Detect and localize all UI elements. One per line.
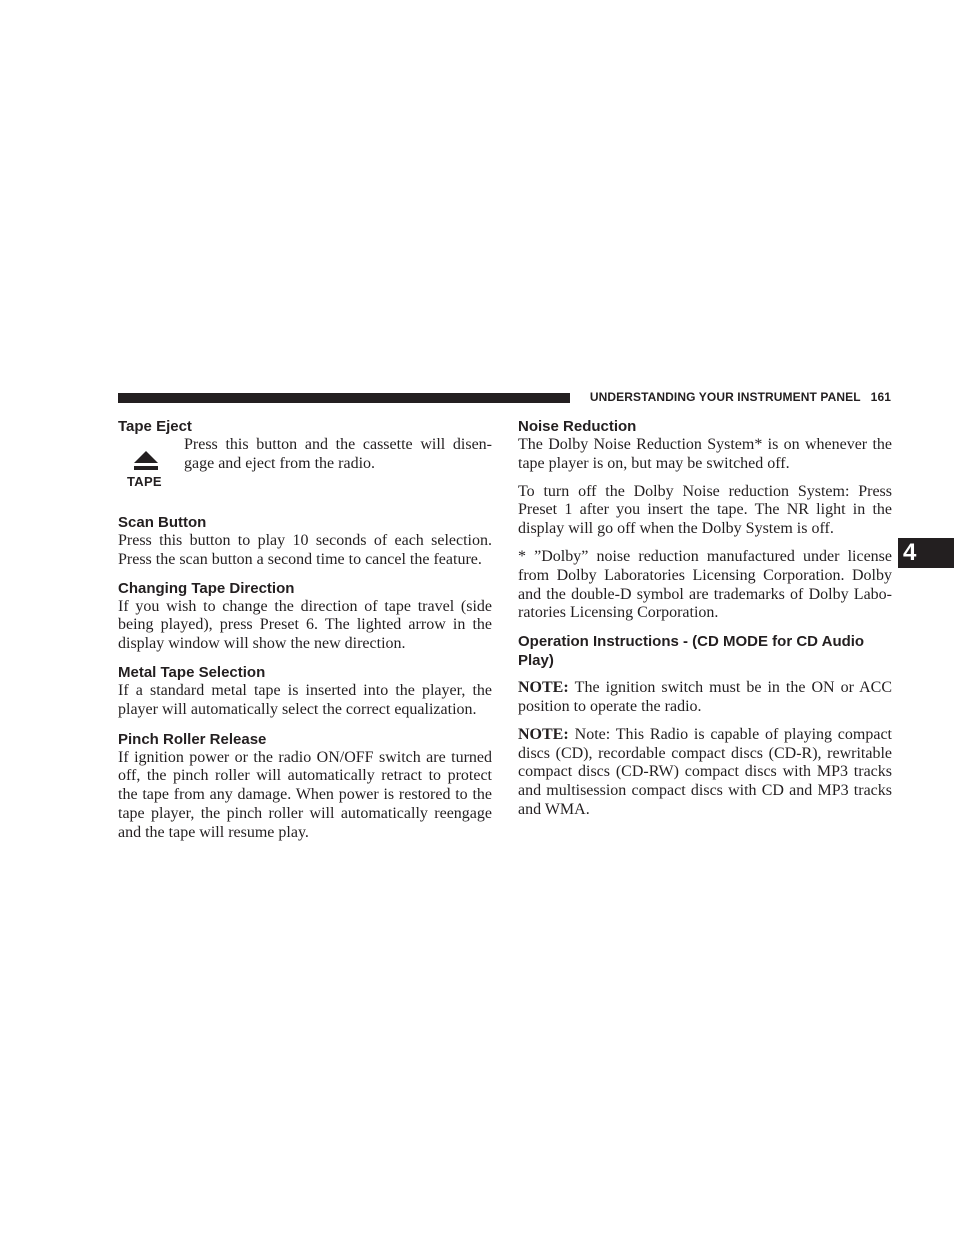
- section-operation-instructions: [518, 632, 892, 820]
- text-pinch-roller: If ignition power or the radio ON/OFF switch are turned off, the pinch roller will automatically retract to protect the tape from any damage. When power is restored to the tape player, the pinch roller will automatically reengage and the tape will resume play.: [118, 748, 492, 841]
- note-label: NOTE:: [518, 679, 569, 697]
- running-header: [580, 390, 891, 404]
- section-tape-eject: [118, 417, 492, 492]
- eject-icon-label: TAPE: [127, 474, 162, 489]
- text-changing-direction: If you wish to change the direction of tape travel (side being played), press Preset 6. The lighted arrow in the display window will show the new direction.: [118, 597, 492, 653]
- text-noise-reduction-2: To turn off the Dolby Noise reduction System: Press Preset 1 after you insert the tape. The NR light in the display will go off when the Dolby System is off.: [518, 482, 892, 538]
- section-changing-direction: [118, 579, 492, 654]
- text-scan-button: Press this button to play 10 seconds of each selection. Press the scan button a second time to cancel the feature.: [118, 532, 492, 568]
- heading-noise-reduction: Noise Reduction: [518, 418, 637, 435]
- note-disc-types-text: Note: This Radio is capable of playing compact discs (CD), recordable compact discs (CD-R), rewritable compact discs (CD-RW) compact discs with MP3 tracks and multisession compact discs with CD and MP3 tracks and WMA.: [518, 725, 892, 818]
- eject-triangle: [134, 451, 158, 463]
- heading-operation-instructions: Operation Instructions - (CD MODE for CD Audio Play): [518, 633, 865, 670]
- page-number: 161: [870, 390, 891, 404]
- tape-eject-block: [118, 417, 492, 492]
- text-tape-eject: Press this button and the cassette will disen-gage and eject from the radio.: [184, 436, 492, 472]
- eject-bar: [134, 466, 158, 470]
- heading-pinch-roller: Pinch Roller Release: [118, 730, 267, 748]
- heading-changing-direction: Changing Tape Direction: [118, 579, 295, 597]
- text-noise-reduction-footnote: * ”Dolby” noise reduction manufactured under license from Dolby Laboratories Licensing Corporation. Dolby and the double-D symbol are trademarks of Dolby Labo-ratories Licensing Corporation.: [518, 547, 892, 622]
- note-label: NOTE:: [518, 725, 569, 743]
- text-metal-tape: If a standard metal tape is inserted into the player, the player will automatically select the correct equalization.: [118, 681, 492, 718]
- section-scan-button: [118, 513, 492, 570]
- section-pinch-roller: [118, 730, 492, 843]
- note-ignition: [518, 679, 892, 717]
- heading-tape-eject: Tape Eject: [118, 418, 192, 435]
- left-column: [118, 417, 492, 843]
- text-noise-reduction-1: The Dolby Noise Reduction System* is on whenever the tape player is on, but may be switched off.: [518, 436, 892, 472]
- header-section-title: UNDERSTANDING YOUR INSTRUMENT PANEL: [589, 390, 861, 404]
- note-disc-types: [518, 726, 892, 820]
- heading-metal-tape: Metal Tape Selection: [118, 663, 266, 681]
- chapter-tab: 4: [898, 538, 954, 568]
- section-noise-reduction: [518, 417, 892, 623]
- eject-icon: [127, 451, 167, 491]
- right-column: [518, 417, 892, 820]
- note-ignition-text: The ignition switch must be in the ON or ACC position to operate the radio.: [518, 679, 892, 715]
- heading-scan-button: Scan Button: [118, 514, 207, 531]
- header-rule: [118, 393, 570, 403]
- section-metal-tape: [118, 663, 492, 720]
